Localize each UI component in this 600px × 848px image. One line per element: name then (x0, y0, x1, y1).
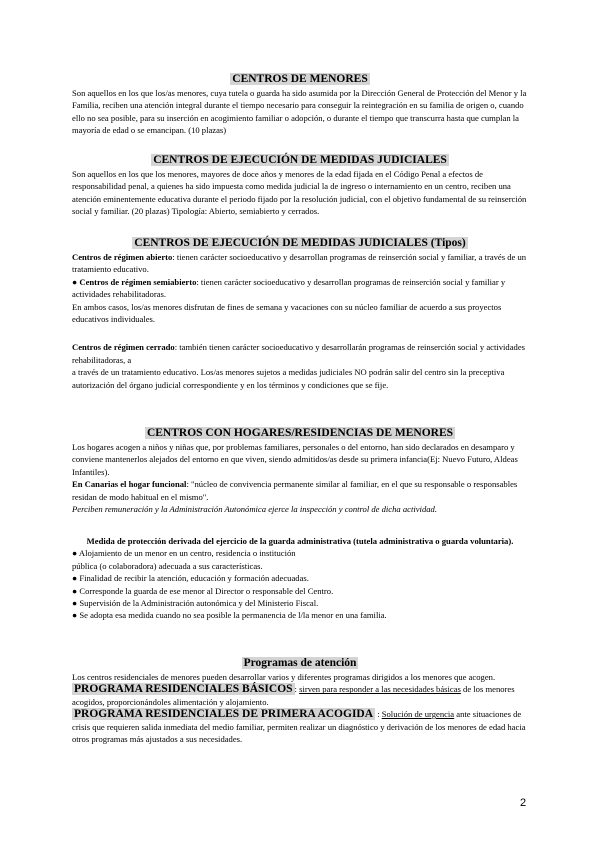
paragraph-remuneracion: Perciben remuneración y la Administración Autonómica ejerce la inspección y control de dicha actividad. (72, 504, 437, 515)
section-programas (72, 656, 528, 745)
paragraph-hogares: Los hogares acogen a niños y niñas que, por problemas familiares, personales o del entorno, han sido declarados en desamparo y conviene mantenerlos alejados del entorno en que viven, siendo admitidos/as desde su primera infancia(Ej: Nuevo Futuro, Aldeas Infantiles). (72, 442, 518, 477)
label-primera-acogida: PROGRAMA RESIDENCIALES DE PRIMERA ACOGIDA (74, 708, 374, 721)
paragraph-semiabierto: ● Centros de régimen semiabierto: tienen carácter socioeducativo y desarrollan programas de reinserción social y familiar y actividades rehabilitadoras. (72, 276, 506, 300)
heading-medida-proteccion: Medida de protección derivada del ejercicio de la guarda administrativa (tutela administrativa o guarda voluntaria). (86, 536, 514, 546)
section-centros-menores (72, 72, 528, 137)
label-cerrado: Centros de régimen cerrado (72, 342, 175, 353)
paragraph-centros-menores: Son aquellos en los que los/as menores, cuya tutela o guarda ha sido asumida por la Dirección General de Protección del Menor y la Familia, reciben una atención integral durante el tiempo necesario para conseguir la reintegración en su familia de origen o, cuando ello no sea posible, para su inserción en acogimiento familiar o adopción, o durante el tiempo que transcurra hasta que cumplan la mayoría de edad o se emancipan. (10 plazas) (72, 88, 527, 136)
paragraph-canarias: En Canarias el hogar funcional: "núcleo de convivencia permanente similar al familiar, en el que su responsable o responsables residan de modo habitual en el mismo". (72, 479, 518, 502)
list-item: ● Corresponde la guarda de ese menor al Director o responsable del Centro. (72, 585, 334, 596)
section-medida-proteccion (72, 535, 528, 622)
paragraph-primera-acogida: PROGRAMA RESIDENCIALES DE PRIMERA ACOGIDA : Solución de urgencia ante situaciones de crisis que requieren salida inmediata del medio familiar, permiten realizar un diagnóstico y derivación de los menores de edad hacia otros programas más ajustados a sus necesidades. (72, 708, 526, 745)
list-item: pública (o colaboradora) adecuada a sus características. (72, 560, 263, 571)
paragraph-ambos: En ambos casos, los/as menores disfrutan de fines de semana y vacaciones con su núcleo familiar de acuerdo a sus proyectos educativos individuales. (72, 301, 502, 325)
label-canarias: En Canarias el hogar funcional (72, 479, 187, 490)
heading-centros-menores: CENTROS DE MENORES (232, 73, 368, 85)
bullet-icon: ● (72, 276, 78, 287)
heading-medidas-tipos: CENTROS DE EJECUCIÓN DE MEDIDAS JUDICIALES (Tipos) (134, 237, 466, 249)
section-medidas-judiciales (72, 153, 528, 218)
heading-programas: Programas de atención (243, 657, 357, 669)
list-item: ● Supervisión de la Administración autonómica y del Ministerio Fiscal. (72, 598, 319, 609)
section-medidas-tipos (72, 236, 528, 391)
heading-medidas-judiciales: CENTROS DE EJECUCIÓN DE MEDIDAS JUDICIALES (153, 154, 447, 166)
label-abierto: Centros de régimen abierto (72, 252, 173, 262)
list-item: ● Finalidad de recibir la atención, educación y formación adecuadas. (72, 573, 309, 584)
list-item: ● Alojamiento de un menor en un centro, residencia o institución (72, 548, 296, 559)
paragraph-medidas-judiciales: Son aquellos en los que los menores, mayores de doce años y menores de la edad fijada en el Código Penal a efectos de responsabilidad penal, a quienes ha sido impuesta como medida judicial la de ingreso o internamiento en un centro, reciben una atención eminentemente educativa durante el periodo fijado por la resolución judicial, con el objetivo fundamental de su reinserción social y familiar. (20 plazas) Tipología: Abierto, semiabierto y cerrados. (72, 169, 527, 217)
paragraph-abierto: Centros de régimen abierto: tienen carácter socioeducativo y desarrollan programas de reinserción social y familiar, a través de un tratamiento educativo. (72, 252, 527, 275)
label-basicos: PROGRAMA RESIDENCIALES BÁSICOS (74, 683, 293, 696)
paragraph-basicos: PROGRAMA RESIDENCIALES BÁSICOS : sirven para responder a las necesidades básicas de los menores acogidos, proporcionándoles alimentación y alojamiento. (72, 683, 515, 707)
heading-hogares: CENTROS CON HOGARES/RESIDENCIAS DE MENORES (146, 427, 454, 439)
paragraph-cerrado: Centros de régimen cerrado: también tienen carácter socioeducativo y desarrollarán programas de reinserción social y actividades rehabilitadoras, a (72, 342, 525, 365)
list-item: ● Se adopta esa medida cuando no sea posible la permanencia de l/la menor en una familia. (72, 610, 387, 621)
paragraph-programas-intro: Los centros residenciales de menores pueden desarrollar varios y diferentes programas dirigidos a los menores que acogen. (72, 672, 496, 682)
page-number: 2 (520, 797, 527, 809)
label-semiabierto: Centros de régimen semiabierto (79, 276, 197, 287)
section-hogares (72, 426, 528, 515)
paragraph-cerrado-2: a través de un tratamiento educativo. Los/as menores sujetos a medidas judiciales NO podrán salir del centro sin la preceptiva autorización del órgano judicial correspondiente y en los términos y condiciones que se fije. (72, 367, 505, 390)
